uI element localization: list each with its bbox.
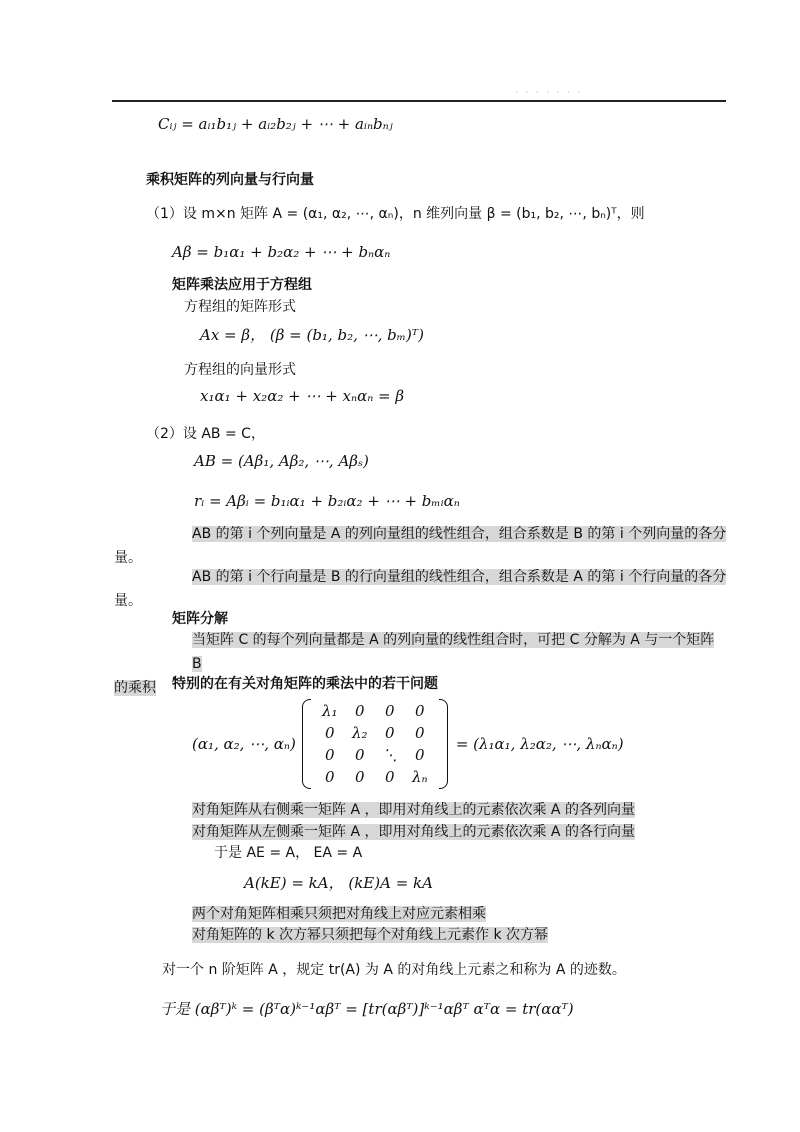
matrix-cell: 0 bbox=[355, 702, 365, 720]
matrix-cell: λₙ bbox=[412, 768, 428, 786]
matrix-cell: 0 bbox=[325, 724, 335, 742]
diagonal-matrix bbox=[315, 700, 435, 788]
trace-definition: 对一个 n 阶矩阵 A ，规定 tr(A) 为 A 的对角线上元素之和称为 A 的迹数。 bbox=[162, 962, 626, 978]
column-statement bbox=[114, 522, 728, 570]
decomposition-title: 矩阵分解 bbox=[172, 611, 228, 627]
matrix-cell: 0 bbox=[325, 746, 335, 764]
left-multiply-statement: 对角矩阵从左侧乘一矩阵 A ，即用对角线上的元素依次乘 A 的各行向量 bbox=[192, 824, 635, 840]
two-diagonal-statement: 两个对角矩阵相乘只须把对角线上对应元素相乘 bbox=[192, 906, 486, 922]
matrix-cell: 0 bbox=[415, 702, 425, 720]
abeta-formula: Aβ = b₁α₁ + b₂α₂ + ⋯ + bₙαₙ bbox=[172, 243, 391, 261]
decomposition-line2: 的乘积 bbox=[114, 680, 156, 696]
diagonal-right-vector: = (λ₁α₁, λ₂α₂, ⋯, λₙαₙ) bbox=[455, 735, 624, 753]
matrix-cell: 0 bbox=[385, 768, 395, 786]
subsection-title: 矩阵乘法应用于方程组 bbox=[172, 277, 312, 293]
matrix-cell: ⋱ bbox=[382, 746, 398, 764]
ae-ea-statement: 于是 AE = A， EA = A bbox=[214, 845, 363, 861]
item-2: （2）设 AB = C， bbox=[146, 426, 265, 442]
section-title: 乘积矩阵的列向量与行向量 bbox=[146, 172, 314, 188]
diagonal-product bbox=[192, 698, 624, 790]
cij-formula: Cᵢⱼ = aᵢ₁b₁ⱼ + aᵢ₂b₂ⱼ + ⋯ + aᵢₙbₙⱼ bbox=[158, 115, 393, 133]
decomposition-line1: 当矩阵 C 的每个列向量都是 A 的列向量的线性组合时，可把 C 分解为 A 与一个矩阵 B bbox=[192, 632, 715, 672]
header-rule bbox=[112, 100, 726, 102]
item-1: （1）设 m×n 矩阵 A = (α₁, α₂, ⋯, αₙ)，n 维列向量 β = (b₁, b₂, ⋯, bₙ)ᵀ，则 bbox=[146, 206, 645, 222]
matrix-cell: 0 bbox=[385, 702, 395, 720]
ab-formula: AB = (Aβ₁, Aβ₂, ⋯, Aβₛ) bbox=[194, 452, 369, 470]
row-statement-line1: AB 的第 i 个行向量是 B 的行向量组的线性组合，组合系数是 A 的第 i 个行向量的各分 bbox=[192, 569, 727, 585]
column-statement-line1: AB 的第 i 个列向量是 A 的列向量组的线性组合，组合系数是 B 的第 i 个列向量的各分 bbox=[192, 526, 727, 542]
diagonal-title: 特别的在有关对角矩阵的乘法中的若干问题 bbox=[172, 676, 438, 692]
matrix-cell: 0 bbox=[415, 724, 425, 742]
matrix-cell: 0 bbox=[415, 746, 425, 764]
matrix-cell: 0 bbox=[325, 768, 335, 786]
right-multiply-statement: 对角矩阵从右侧乘一矩阵 A ，即用对角线上的元素依次乘 A 的各列向量 bbox=[192, 802, 635, 818]
diagonal-power-statement: 对角矩阵的 k 次方幂只须把每个对角线上元素作 k 次方幂 bbox=[192, 927, 549, 943]
matrix-right-bracket bbox=[439, 699, 448, 789]
ake-formula: A(kE) = kA， (kE)A = kA bbox=[244, 874, 433, 892]
matrix-cell: 0 bbox=[355, 746, 365, 764]
row-statement-line2: 量。 bbox=[114, 593, 142, 609]
matrix-cell: 0 bbox=[355, 768, 365, 786]
header-faint-text: · · · · · · · bbox=[515, 88, 583, 99]
ri-formula: rᵢ = Aβᵢ = b₁ᵢα₁ + b₂ᵢα₂ + ⋯ + bₘᵢαₙ bbox=[194, 492, 460, 510]
matrix-left-bracket bbox=[302, 699, 311, 789]
row-statement bbox=[114, 565, 728, 613]
vector-form-label: 方程组的向量形式 bbox=[184, 362, 296, 378]
trace-formula: 于是 (αβᵀ)ᵏ = (βᵀα)ᵏ⁻¹αβᵀ = [tr(αβᵀ)]ᵏ⁻¹αβᵀ αᵀα = tr(ααᵀ) bbox=[160, 1000, 574, 1018]
diagonal-left-vector: (α₁, α₂, ⋯, αₙ) bbox=[192, 735, 296, 753]
matrix-cell: 0 bbox=[385, 724, 395, 742]
column-statement-line2: 量。 bbox=[114, 550, 142, 566]
vector-form-formula: x₁α₁ + x₂α₂ + ⋯ + xₙαₙ = β bbox=[200, 387, 405, 405]
matrix-form-formula: Ax = β， (β = (b₁, b₂, ⋯, bₘ)ᵀ) bbox=[200, 326, 424, 344]
matrix-cell: λ₁ bbox=[322, 702, 338, 720]
matrix-form-label: 方程组的矩阵形式 bbox=[184, 299, 296, 315]
matrix-cell: λ₂ bbox=[352, 724, 368, 742]
